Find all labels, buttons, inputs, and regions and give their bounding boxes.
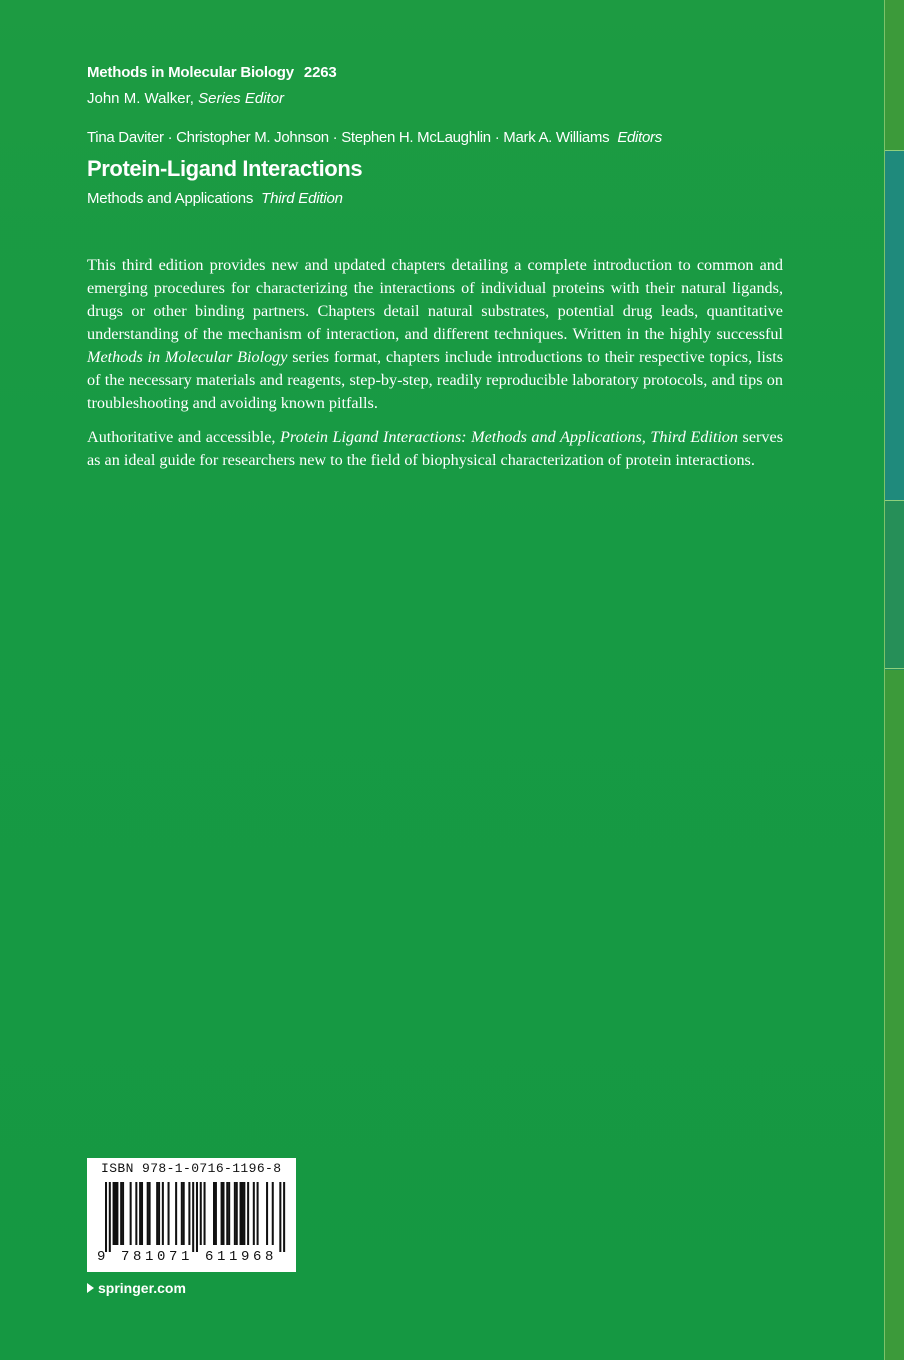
- barcode-bar: [113, 1182, 115, 1245]
- barcode-bar: [156, 1182, 158, 1245]
- barcode-bar: [253, 1182, 255, 1245]
- barcode-bar: [213, 1182, 215, 1245]
- series-line: [87, 64, 337, 81]
- barcode-bars: [93, 1182, 290, 1252]
- publisher-url: springer.com: [98, 1280, 186, 1296]
- series-name: Methods in Molecular Biology: [87, 64, 294, 81]
- spine-band-dark: [885, 500, 904, 670]
- barcode-bar: [188, 1182, 190, 1245]
- spine-tick: [885, 500, 904, 501]
- barcode-bar: [130, 1182, 132, 1245]
- blurb-series-italic: Methods in Molecular Biology: [87, 348, 288, 366]
- editors-names: Tina Daviter · Christopher M. Johnson · Stephen H. McLaughlin · Mark A. Williams: [87, 129, 610, 146]
- barcode-bar: [236, 1182, 238, 1245]
- spine-band-blue: [885, 150, 904, 500]
- barcode-bar: [196, 1182, 198, 1252]
- blurb-text: serves as an ideal guide for researchers new to the field of biophysical characterization of protein interactions.: [87, 428, 784, 469]
- barcode-bar: [135, 1182, 137, 1245]
- barcode-bar: [204, 1182, 206, 1245]
- barcode-bar: [139, 1182, 141, 1245]
- editors-role: Editors: [617, 129, 662, 146]
- blurb-text: series format, chapters include introductions to their respective topics, lists of the necessary materials and reagents, step-by-step, readily reproducible laboratory protocols, and tips on troubleshooting and avoiding known pitfalls.: [87, 348, 783, 412]
- spine-tick: [885, 668, 904, 669]
- barcode-bar: [272, 1182, 274, 1245]
- barcode-bar: [283, 1182, 285, 1252]
- isbn-label: ISBN 978-1-0716-1196-8: [101, 1161, 282, 1176]
- blurb-paragraph-2: [87, 426, 783, 472]
- book-title: Protein-Ligand Interactions: [87, 156, 363, 181]
- barcode-bar: [147, 1182, 149, 1245]
- barcode-bar: [105, 1182, 107, 1252]
- blurb-text: Authoritative and accessible,: [87, 428, 281, 446]
- barcode-bar: [116, 1182, 118, 1245]
- barcode-bar: [109, 1182, 111, 1252]
- barcode-bar: [240, 1182, 242, 1245]
- arrow-right-icon: [87, 1283, 94, 1293]
- blurb-text: This third edition provides new and updated chapters detailing a complete introduction to common and emerging procedures for characterizing the interactions of individual proteins with their natural ligands, drugs or other binding partners. Chapters detail natural substrates, potential drug leads, quantitative understanding of the mechanism of interaction, and different techniques. Written in the highly successful: [87, 256, 783, 343]
- barcode-bar: [215, 1182, 217, 1245]
- barcode-bar: [222, 1182, 224, 1245]
- series-number: 2263: [303, 64, 337, 81]
- barcode-bar: [141, 1182, 143, 1245]
- book-subtitle: Methods and Applications: [87, 190, 254, 207]
- blurb-title-italic: Protein Ligand Interactions: Methods and Applications, Third Edition: [280, 428, 738, 446]
- barcode-bar: [149, 1182, 151, 1245]
- barcode-bar: [192, 1182, 194, 1252]
- barcode-bar: [183, 1182, 185, 1245]
- barcode-bar: [162, 1182, 164, 1245]
- barcode-bar: [226, 1182, 228, 1245]
- barcode-bar: [257, 1182, 259, 1245]
- barcode-bar: [266, 1182, 268, 1245]
- spine-tick: [885, 150, 904, 151]
- barcode-bar: [221, 1182, 223, 1245]
- spine-fold-line: [884, 0, 885, 1360]
- barcode-bar: [114, 1182, 116, 1245]
- barcode-bar: [120, 1182, 122, 1245]
- barcode-digits: 9 781071 611968: [97, 1249, 278, 1265]
- barcode-bar: [168, 1182, 170, 1245]
- editors-line: [87, 129, 662, 146]
- barcode-bar: [175, 1182, 177, 1245]
- barcode-bar: [243, 1182, 245, 1245]
- publisher-link[interactable]: [87, 1280, 186, 1296]
- barcode-bar: [247, 1182, 249, 1245]
- barcode-bar: [234, 1182, 236, 1245]
- series-editor-line: [87, 90, 284, 107]
- series-editor-name: John M. Walker,: [87, 90, 194, 107]
- barcode-bar: [122, 1182, 124, 1245]
- barcode-bar: [228, 1182, 230, 1245]
- barcode-bar: [181, 1182, 183, 1245]
- series-editor-role: Series Editor: [198, 90, 285, 107]
- subtitle-line: [87, 190, 343, 207]
- barcode-bar: [158, 1182, 160, 1245]
- barcode-box: [87, 1158, 296, 1272]
- barcode-bar: [241, 1182, 243, 1245]
- book-edition: Third Edition: [261, 190, 343, 207]
- barcode-bar: [279, 1182, 281, 1252]
- blurb-paragraph-1: [87, 254, 783, 415]
- barcode-bar: [200, 1182, 202, 1245]
- blurb: [87, 254, 783, 483]
